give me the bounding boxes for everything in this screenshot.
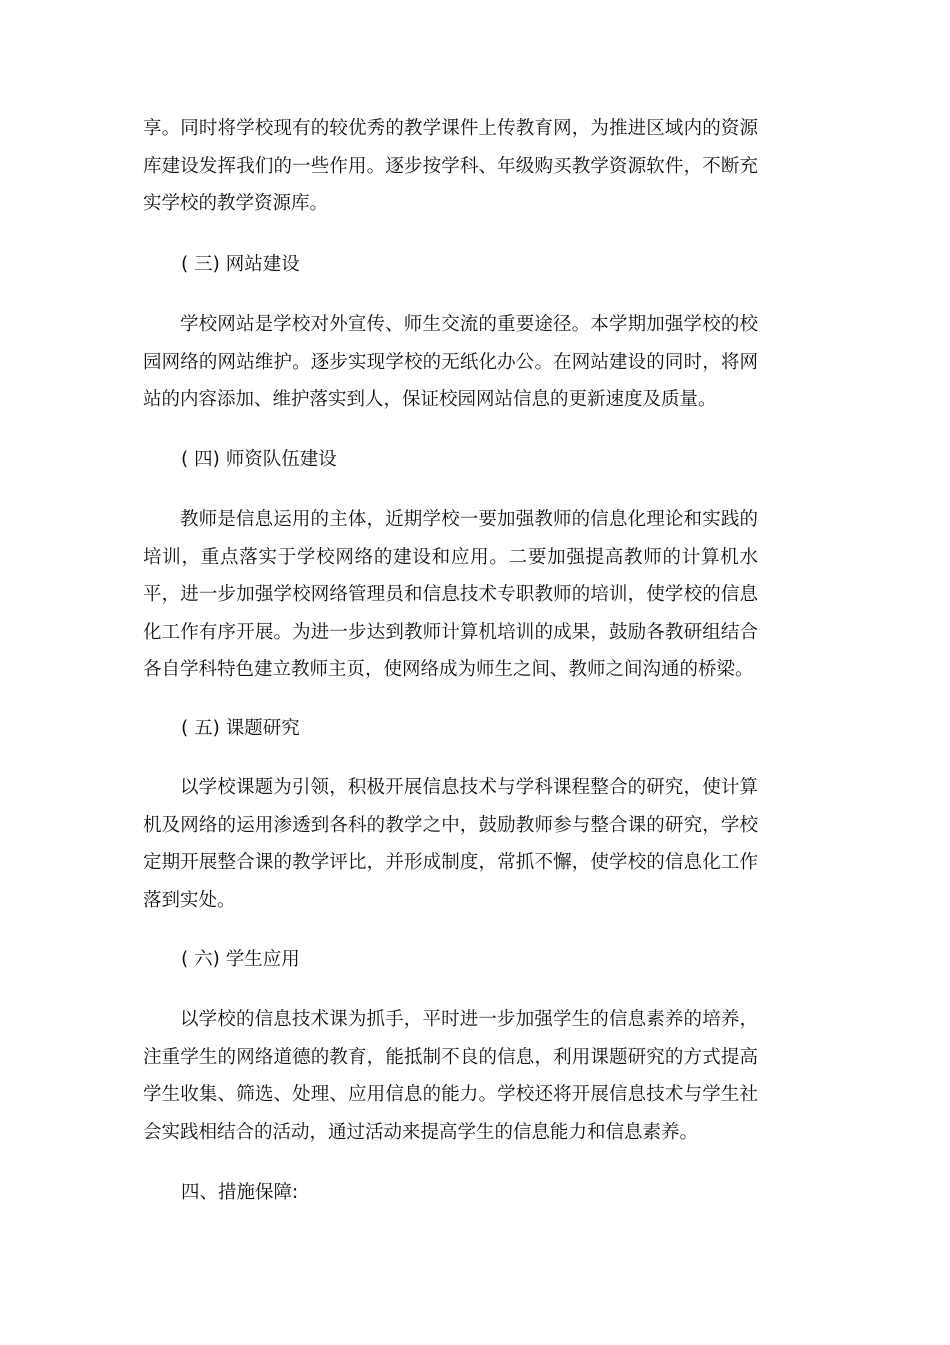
paragraph-resource-library: 享。同时将学校现有的较优秀的教学课件上传教育网，为推进区域内的资源库建设发挥我们的一些作用。逐步按学科、年级购买教学资源软件，不断充实学校的教学资源库。 xyxy=(143,118,758,214)
paragraph-research-topics: 以学校课题为引领，积极开展信息技术与学科课程整合的研究，使计算机及网络的运用渗透到各科的教学之中，鼓励教师参与整合课的研究，学校定期开展整合课的教学评比，并形成制度，常抓不懈，使学校的信息化工作落到实处。 xyxy=(143,777,758,911)
paragraph-website-construction: 学校网站是学校对外宣传、师生交流的重要途径。本学期加强学校的校园网络的网站维护。逐步实现学校的无纸化办公。在网站建设的同时，将网站的内容添加、维护落实到人，保证校园网站信息的更新速度及质量。 xyxy=(143,314,758,410)
paragraph-teacher-team: 教师是信息运用的主体，近期学校一要加强教师的信息化理论和实践的培训，重点落实于学校网络的建设和应用。二要加强提高教师的计算机水平，进一步加强学校网络管理员和信息技术专职教师的培训，使学校的信息化工作有序开展。为进一步达到教师计算机培训的成果，鼓励各教研组结合各自学科特色建立教师主页，使网络成为师生之间、教师之间沟通的桥梁。 xyxy=(143,509,758,680)
heading-teacher-team: ( 四) 师资队伍建设 xyxy=(181,449,337,470)
paragraph-student-application: 以学校的信息技术课为抓手，平时进一步加强学生的信息素养的培养，注重学生的网络道德的教育，能抵制不良的信息，利用课题研究的方式提高学生收集、筛选、处理、应用信息的能力。学校还将开展信息技术与学生社会实践相结合的活动，通过活动来提高学生的信息能力和信息素养。 xyxy=(143,1009,758,1143)
heading-research-topics: ( 五) 课题研究 xyxy=(181,718,300,739)
heading-student-application: ( 六) 学生应用 xyxy=(181,949,300,970)
heading-website-construction: ( 三) 网站建设 xyxy=(181,254,300,275)
heading-measures: 四、措施保障: xyxy=(181,1182,299,1203)
